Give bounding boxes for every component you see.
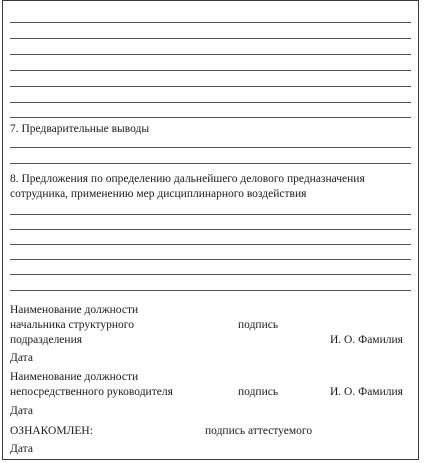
blank-line <box>10 229 411 230</box>
acknowledged-date-label: Дата <box>10 443 33 455</box>
blank-line <box>10 117 411 118</box>
blank-line <box>10 70 411 71</box>
manager-signature-label: подпись <box>238 386 279 398</box>
manager-title-line-1: Наименование должности <box>10 371 139 383</box>
section-7-heading: 7. Предварительные выводы <box>10 123 150 135</box>
head-title-line-3: подразделения <box>10 334 83 346</box>
manager-title-line-2: непосредственного руководителя <box>10 386 173 398</box>
blank-line <box>10 259 411 260</box>
acknowledged-label: ОЗНАКОМЛЕН: <box>10 425 93 437</box>
head-title-line-1: Наименование должности <box>10 304 139 316</box>
head-signature-label: подпись <box>238 319 279 331</box>
blank-line <box>10 244 411 245</box>
blank-line <box>10 54 411 55</box>
head-title-line-2: начальника структурного <box>10 319 134 331</box>
section-8-heading-line-2: сотрудника, применению мер дисциплинарного воздействия <box>10 188 307 200</box>
manager-name-label: И. О. Фамилия <box>330 386 403 398</box>
head-date-label: Дата <box>10 352 33 364</box>
head-name-label: И. О. Фамилия <box>330 334 403 346</box>
blank-line <box>10 38 411 39</box>
blank-line <box>10 22 411 23</box>
blank-line <box>10 290 411 291</box>
manager-date-label: Дата <box>10 405 33 417</box>
blank-line <box>10 214 411 215</box>
acknowledged-signature-label: подпись аттестуемого <box>205 425 313 437</box>
blank-line <box>10 147 411 148</box>
blank-line <box>10 163 411 164</box>
section-8-heading-line-1: 8. Предложения по определению дальнейшего делового предназначения <box>10 173 365 185</box>
blank-line <box>10 274 411 275</box>
blank-line <box>10 102 411 103</box>
blank-line <box>10 86 411 87</box>
